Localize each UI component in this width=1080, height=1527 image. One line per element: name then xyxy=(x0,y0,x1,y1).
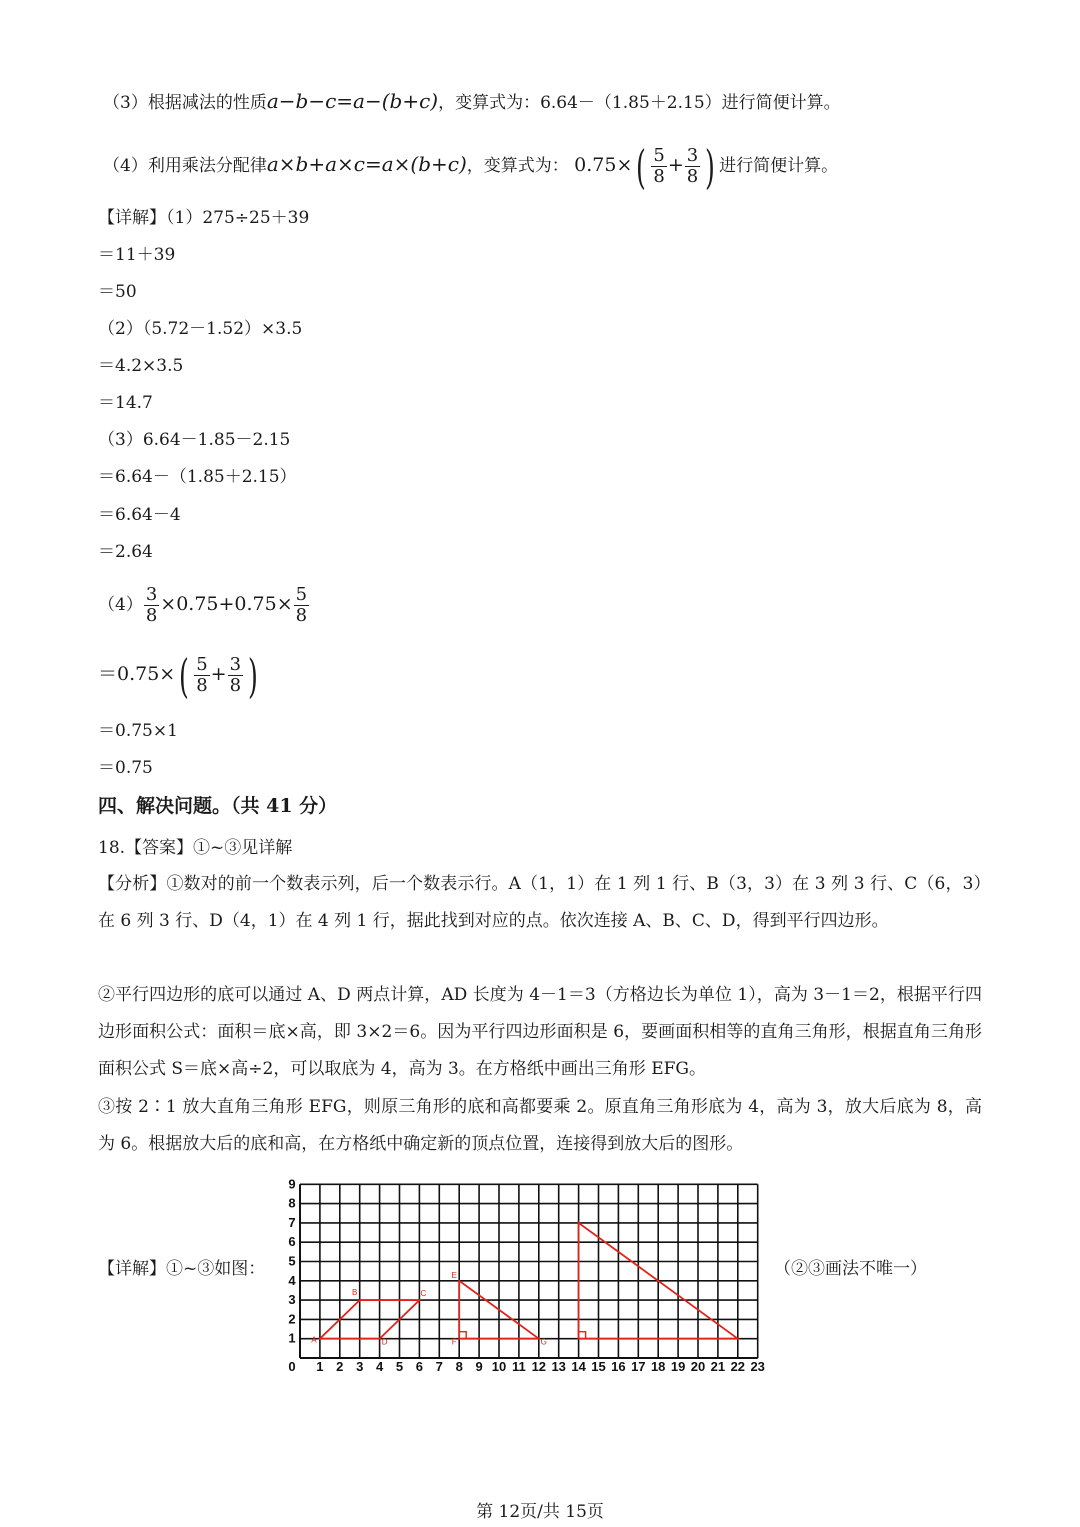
y-tick-label: 9 xyxy=(288,1176,296,1192)
x-tick-label: 19 xyxy=(670,1359,686,1374)
detail-4-line1 xyxy=(98,580,310,629)
y-tick-label: 8 xyxy=(288,1195,296,1211)
x-tick-label: 22 xyxy=(730,1359,746,1374)
fraction-5-8: $\frac{5}{8}$ xyxy=(295,584,308,626)
x-tick-label: 5 xyxy=(395,1359,404,1374)
item4-formula: a×b+a×c=a×(b+c) xyxy=(266,152,467,176)
x-tick-label: 11 xyxy=(512,1359,526,1374)
y-tick-label: 7 xyxy=(288,1214,296,1230)
x-tick-label: 20 xyxy=(690,1359,706,1374)
y-tick-label: 5 xyxy=(288,1253,296,1269)
vertex-label-b: B xyxy=(352,1288,358,1298)
item3-line xyxy=(103,86,841,118)
detail-3-line1: （3）6.64－1.85－2.15 xyxy=(98,430,291,450)
x-tick-label: 17 xyxy=(631,1359,646,1374)
x-tick-label: 14 xyxy=(571,1359,586,1374)
x-tick-label: 18 xyxy=(650,1359,666,1374)
x-tick-label: 15 xyxy=(591,1359,606,1374)
section-heading: 四、解决问题。（共 41 分） xyxy=(98,795,338,817)
right-paren: ) xyxy=(705,139,716,194)
vertex-label-e: E xyxy=(451,1270,457,1280)
x-tick-label: 23 xyxy=(750,1359,765,1374)
detail-2-line1: （2）（5.72－1.52）×3.5 xyxy=(98,319,303,339)
item4-mid: ，变算式为： xyxy=(466,156,569,176)
left-paren: ( xyxy=(636,139,647,194)
right-angle-marker-f xyxy=(459,1332,466,1339)
detail-4-mid: ×0.75+0.75× xyxy=(160,593,293,615)
detail-1-line2: ＝11＋39 xyxy=(98,245,176,265)
x-tick-label: 13 xyxy=(551,1359,566,1374)
right-angle-marker-enlarged xyxy=(579,1332,586,1339)
vertex-label-g: G xyxy=(540,1337,547,1347)
q18-answer: 18.【答案】①~③见详解 xyxy=(98,838,293,858)
item4-suffix: 进行简便计算。 xyxy=(719,156,839,176)
detail-3-line3: ＝6.64－4 xyxy=(98,505,181,525)
detail-1-line3: ＝50 xyxy=(98,282,137,302)
x-tick-label: 16 xyxy=(611,1359,626,1374)
y-tick-label: 3 xyxy=(288,1292,296,1308)
x-tick-label: 2 xyxy=(336,1359,344,1374)
y-tick-label: 1 xyxy=(288,1330,296,1346)
item3-prefix: （3）根据减法的性质 xyxy=(103,93,267,113)
y-tick-label: 6 xyxy=(288,1234,296,1250)
x-tick-label: 10 xyxy=(491,1359,507,1374)
x-tick-label: 8 xyxy=(455,1359,463,1374)
detail-4-line4: ＝0.75 xyxy=(98,758,153,778)
x-tick-label: 12 xyxy=(531,1359,547,1374)
x-tick-label: 0 xyxy=(288,1359,296,1374)
y-tick-label: 2 xyxy=(288,1311,296,1327)
right-paren: ) xyxy=(248,648,258,703)
x-tick-label: 9 xyxy=(475,1359,483,1374)
vertex-label-d: D xyxy=(381,1337,388,1347)
x-tick-label: 21 xyxy=(710,1359,726,1374)
x-tick-label: 6 xyxy=(415,1359,424,1374)
x-tick-label: 7 xyxy=(435,1359,443,1374)
item4-line: （4）利用乘法分配律a×b+a×c=a×(b+c)，变算式为： 0.75×( $\frac{5}{8}$ + $\frac{3}{8}$ ) 进行简便计算。 xyxy=(103,139,839,194)
detail-4-line2: ＝0.75×( $\frac{5}{8}$ + $\frac{3}{8}$ ) xyxy=(98,648,258,703)
figure-note: （②③画法不唯一） xyxy=(774,1259,927,1279)
coordinate-grid xyxy=(280,1165,770,1375)
x-tick-label: 1 xyxy=(316,1359,324,1374)
analysis-paragraph-1: 【分析】①数对的前一个数表示列，后一个数表示行。A（1，1）在 1 列 1 行、B（3，3）在 3 列 3 行、C（6，3）在 6 列 3 行、D（4，1）在 4 列 1 行，据此找到对应的点。依次连接 A、B、C、D，得到平行四边形。 xyxy=(98,874,982,931)
fraction-5-8: $\frac{5}{8}$ xyxy=(653,145,665,187)
analysis-paragraph-3: ③按 2∶1 放大直角三角形 EFG，则原三角形的底和高都要乘 2。原直角三角形底为 4，高为 3，放大后底为 8，高为 6。根据放大后的底和高，在方格纸中确定新的顶点位置，连接得到放大后的图形。 xyxy=(98,1097,982,1154)
x-tick-label: 3 xyxy=(356,1359,364,1374)
fraction-3-8: $\frac{3}{8}$ xyxy=(145,584,158,626)
detail-3-line4: ＝2.64 xyxy=(98,542,153,562)
left-paren: ( xyxy=(179,648,190,703)
detail-2-line3: ＝14.7 xyxy=(98,393,153,413)
detail-4-prefix: （4） xyxy=(98,595,143,615)
detail-figure-label: 【详解】①~③如图： xyxy=(98,1259,266,1279)
vertex-label-c: C xyxy=(420,1289,427,1299)
fraction-3-8: $\frac{3}{8}$ xyxy=(686,145,699,187)
y-tick-label: 4 xyxy=(288,1272,296,1288)
detail-3-line2: ＝6.64－（1.85＋2.15） xyxy=(98,467,297,487)
x-tick-label: 4 xyxy=(375,1359,384,1374)
detail-4-line3: ＝0.75×1 xyxy=(98,721,178,741)
detail-1-line1: 【详解】（1）275÷25＋39 xyxy=(98,208,310,228)
item4-coef: 0.75× xyxy=(574,154,633,176)
page-footer: 第 12页/共 15页 xyxy=(476,1502,604,1522)
item4-prefix: （4）利用乘法分配律 xyxy=(103,156,267,176)
detail-2-line2: ＝4.2×3.5 xyxy=(98,356,184,376)
vertex-label-a: A xyxy=(311,1335,317,1345)
fraction-3-8: $\frac{3}{8}$ xyxy=(229,654,242,696)
detail-4-eq: ＝0.75× xyxy=(98,663,176,685)
analysis-paragraph-2: ②平行四边形的底可以通过 A、D 两点计算，AD 长度为 4－1＝3（方格边长为单位 1），高为 3－1＝2，根据平行四边形面积公式：面积＝底×高，即 3×2＝6。因为平行四边形面积是 6，要画面积相等的直角三角形，根据直角三角形面积公式 S＝底×高÷2，可以取底为 4，高为 3。在方格纸中画出三角形 EFG。 xyxy=(98,985,982,1079)
item3-suffix: ，变算式为：6.64－（1.85＋2.15）进行简便计算。 xyxy=(438,93,841,113)
vertex-label-f: F xyxy=(451,1337,457,1347)
item3-formula: a−b−c=a−(b+c) xyxy=(266,89,439,113)
fraction-5-8: $\frac{5}{8}$ xyxy=(196,654,208,696)
